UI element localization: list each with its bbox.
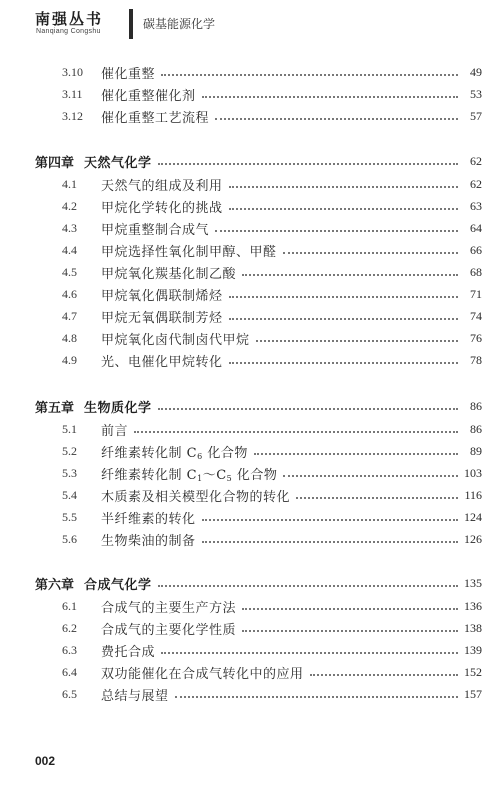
section-title: 光、电催化甲烷转化 bbox=[101, 354, 223, 370]
section-number: 4.9 bbox=[62, 352, 77, 367]
dot-leader bbox=[229, 362, 458, 364]
dot-leader bbox=[202, 541, 458, 543]
dot-leader bbox=[229, 208, 458, 210]
section-title: 生物柴油的制备 bbox=[101, 533, 196, 549]
section-title: 纤维素转化制 $C_1\sim C_5$ 化合物 bbox=[101, 467, 278, 483]
section-number: 5.3 bbox=[62, 465, 77, 480]
toc-entry[interactable] bbox=[62, 662, 482, 682]
chapter-title: 天然气化学 bbox=[84, 155, 152, 171]
dot-leader bbox=[242, 630, 458, 632]
dot-leader bbox=[310, 674, 458, 676]
dot-leader bbox=[242, 608, 458, 610]
page-number: 103 bbox=[464, 465, 482, 480]
page-number: 68 bbox=[470, 264, 482, 279]
series-logo-subtitle: Nanqiang Congshu bbox=[36, 28, 101, 35]
toc-entry[interactable] bbox=[62, 174, 482, 194]
section-number: 4.5 bbox=[62, 264, 77, 279]
section-number: 4.1 bbox=[62, 176, 77, 191]
page-number: 136 bbox=[464, 598, 482, 613]
toc-entry[interactable] bbox=[62, 684, 482, 704]
page-number: 139 bbox=[464, 642, 482, 657]
toc-entry[interactable] bbox=[62, 507, 482, 527]
toc-entry[interactable] bbox=[62, 350, 482, 370]
page-number: 62 bbox=[470, 153, 482, 168]
section-number: 4.8 bbox=[62, 330, 77, 345]
dot-leader bbox=[202, 519, 458, 521]
chapter-title: 合成气化学 bbox=[84, 577, 152, 593]
page-number: 63 bbox=[470, 198, 482, 213]
dot-leader bbox=[296, 497, 458, 499]
page-number: 66 bbox=[470, 242, 482, 257]
page-number: 89 bbox=[470, 443, 482, 458]
toc-entry[interactable] bbox=[62, 84, 482, 104]
toc-chapter-entry[interactable] bbox=[35, 151, 482, 171]
section-title: 前言 bbox=[101, 423, 129, 439]
section-number: 6.1 bbox=[62, 598, 77, 613]
section-title: 甲烷氧化卤代制卤代甲烷 bbox=[101, 332, 250, 348]
dot-leader bbox=[158, 408, 458, 410]
dot-leader bbox=[175, 696, 458, 698]
page-number: 78 bbox=[470, 352, 482, 367]
toc-entry[interactable] bbox=[62, 529, 482, 549]
chapter-number: 第五章 bbox=[35, 400, 75, 416]
toc-entry[interactable] bbox=[62, 240, 482, 260]
dot-leader bbox=[256, 340, 458, 342]
dot-leader bbox=[161, 74, 458, 76]
section-title: 双功能催化在合成气转化中的应用 bbox=[101, 666, 304, 682]
page-number: 135 bbox=[464, 575, 482, 590]
page-number: 86 bbox=[470, 421, 482, 436]
toc-entry[interactable] bbox=[62, 262, 482, 282]
dot-leader bbox=[254, 453, 458, 455]
section-title: 催化重整催化剂 bbox=[101, 88, 196, 104]
section-title: 甲烷重整制合成气 bbox=[101, 222, 210, 238]
dot-leader bbox=[161, 652, 458, 654]
section-number: 6.5 bbox=[62, 686, 77, 701]
page-number: 53 bbox=[470, 86, 482, 101]
section-title: 甲烷无氧偶联制芳烃 bbox=[101, 310, 223, 326]
page-number: 64 bbox=[470, 220, 482, 235]
section-title: 合成气的主要化学性质 bbox=[101, 622, 237, 638]
toc-entry[interactable] bbox=[62, 284, 482, 304]
series-logo-title: 南强丛书 bbox=[35, 10, 104, 28]
section-number: 4.4 bbox=[62, 242, 77, 257]
section-number: 6.3 bbox=[62, 642, 77, 657]
toc-chapter-entry[interactable] bbox=[35, 573, 482, 593]
section-number: 3.10 bbox=[62, 64, 83, 79]
chapter-title: 生物质化学 bbox=[84, 400, 152, 416]
dot-leader bbox=[215, 118, 458, 120]
page-number: 138 bbox=[464, 620, 482, 635]
dot-leader bbox=[158, 585, 458, 587]
section-title: 纤维素转化制 $C_6$ 化合物 bbox=[101, 445, 248, 461]
section-number: 6.4 bbox=[62, 664, 77, 679]
dot-leader bbox=[229, 296, 458, 298]
page-number: 152 bbox=[464, 664, 482, 679]
dot-leader bbox=[202, 96, 458, 98]
page-number: 57 bbox=[470, 108, 482, 123]
section-title: 费托合成 bbox=[101, 644, 156, 660]
section-number: 5.1 bbox=[62, 421, 77, 436]
page-number: 116 bbox=[464, 487, 482, 502]
section-title: 甲烷化学转化的挑战 bbox=[101, 200, 223, 216]
section-title: 甲烷选择性氧化制甲醇、甲醛 bbox=[101, 244, 277, 260]
page-number: 86 bbox=[470, 398, 482, 413]
dot-leader bbox=[229, 318, 458, 320]
book-title: 碳基能源化学 bbox=[143, 17, 216, 31]
toc-chapter-entry[interactable] bbox=[35, 396, 482, 416]
page-number: 62 bbox=[470, 176, 482, 191]
toc-entry[interactable] bbox=[62, 218, 482, 238]
section-title: 天然气的组成及利用 bbox=[101, 178, 223, 194]
page-number: 71 bbox=[470, 286, 482, 301]
section-title: 总结与展望 bbox=[101, 688, 169, 704]
section-title: 催化重整 bbox=[101, 66, 156, 82]
section-number: 6.2 bbox=[62, 620, 77, 635]
section-number: 5.6 bbox=[62, 531, 77, 546]
toc-entry[interactable] bbox=[62, 441, 482, 461]
toc-entry[interactable] bbox=[62, 196, 482, 216]
page-number: 74 bbox=[470, 308, 482, 323]
dot-leader bbox=[242, 274, 458, 276]
toc-entry[interactable] bbox=[62, 306, 482, 326]
section-number: 3.12 bbox=[62, 108, 83, 123]
section-number: 4.7 bbox=[62, 308, 77, 323]
toc-entry[interactable] bbox=[62, 328, 482, 348]
page-number: 76 bbox=[470, 330, 482, 345]
section-title: 甲烷氧化羰基化制乙酸 bbox=[101, 266, 237, 282]
section-title: 合成气的主要生产方法 bbox=[101, 600, 237, 616]
section-number: 5.4 bbox=[62, 487, 77, 502]
section-number: 4.2 bbox=[62, 198, 77, 213]
section-number: 5.5 bbox=[62, 509, 77, 524]
section-title: 催化重整工艺流程 bbox=[101, 110, 210, 126]
page-number: 124 bbox=[464, 509, 482, 524]
dot-leader bbox=[158, 163, 458, 165]
chapter-number: 第四章 bbox=[35, 155, 75, 171]
toc-entry[interactable] bbox=[62, 596, 482, 616]
toc-entry[interactable] bbox=[62, 62, 482, 82]
section-title: 木质素及相关模型化合物的转化 bbox=[101, 489, 291, 505]
page-number: 126 bbox=[464, 531, 482, 546]
toc-entry[interactable] bbox=[62, 640, 482, 660]
dot-leader bbox=[229, 186, 458, 188]
toc-entry[interactable] bbox=[62, 463, 482, 483]
toc-entry[interactable] bbox=[62, 419, 482, 439]
toc-entry[interactable] bbox=[62, 106, 482, 126]
section-number: 4.6 bbox=[62, 286, 77, 301]
section-number: 5.2 bbox=[62, 443, 77, 458]
section-number: 3.11 bbox=[62, 86, 83, 101]
dot-leader bbox=[134, 431, 458, 433]
toc-entry[interactable] bbox=[62, 485, 482, 505]
dot-leader bbox=[283, 475, 458, 477]
page-number: 49 bbox=[470, 64, 482, 79]
dot-leader bbox=[283, 252, 458, 254]
section-title: 甲烷氧化偶联制烯烃 bbox=[101, 288, 223, 304]
dot-leader bbox=[215, 230, 458, 232]
page-number: 157 bbox=[464, 686, 482, 701]
toc-entry[interactable] bbox=[62, 618, 482, 638]
chapter-number: 第六章 bbox=[35, 577, 75, 593]
section-title: 半纤维素的转化 bbox=[101, 511, 196, 527]
folio-page-number: 002 bbox=[35, 754, 56, 768]
section-number: 4.3 bbox=[62, 220, 77, 235]
